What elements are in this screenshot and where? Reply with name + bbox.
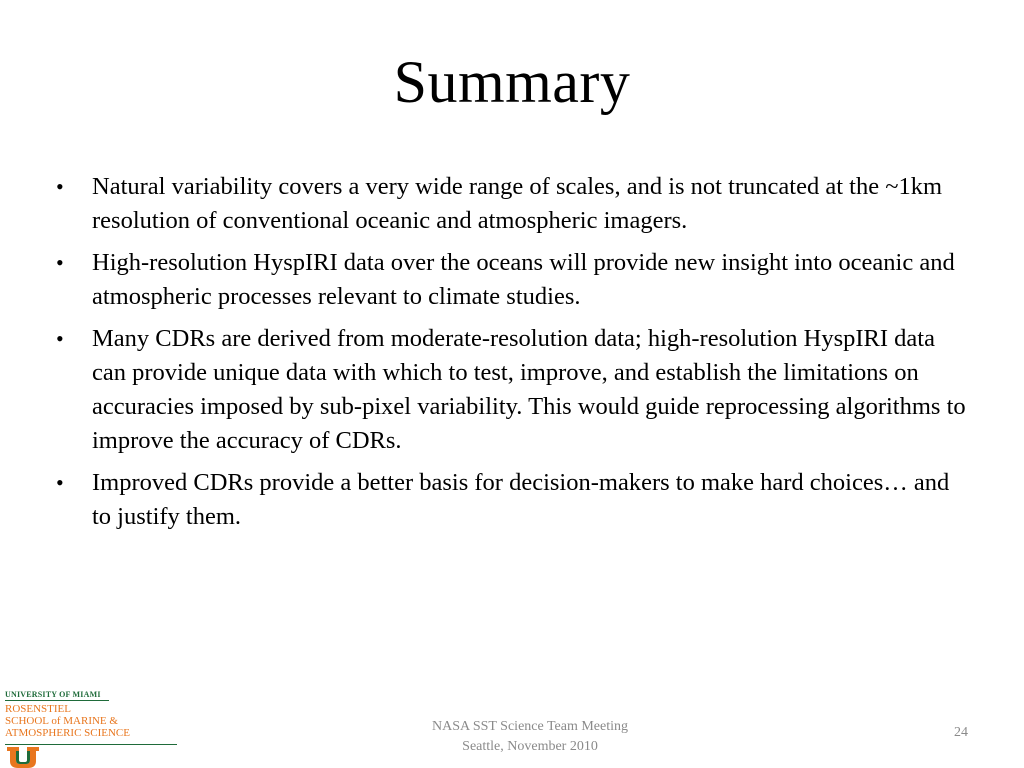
logo-line-3: ATMOSPHERIC SCIENCE xyxy=(5,727,130,739)
bullet-marker: • xyxy=(56,470,64,495)
u-logo-icon xyxy=(5,747,41,768)
bullet-marker: • xyxy=(56,326,64,351)
logo-line-1: ROSENSTIEL xyxy=(5,703,71,715)
bullet-marker: • xyxy=(56,250,64,275)
bullet-text: High-resolution HyspIRI data over the oceans will provide new insight into oceanic and atmospheric processes relevant to climate studies. xyxy=(92,249,955,310)
logo-line-2: SCHOOL of MARINE & xyxy=(5,715,118,727)
bullet-item xyxy=(56,322,972,458)
bullet-item xyxy=(56,466,972,534)
bullet-list xyxy=(56,170,972,542)
rsmas-logo xyxy=(5,690,185,768)
footer-location-date: Seattle, November 2010 xyxy=(462,739,598,754)
bullet-text: Many CDRs are derived from moderate-resolution data; high-resolution HyspIRI data can provide unique data with which to test, improve, and establish the limitations on accuracies imposed by sub-pixel variability. This would guide reprocessing algorithms to improve the accuracy of CDRs. xyxy=(92,325,966,454)
logo-divider xyxy=(5,700,109,701)
page-number: 24 xyxy=(954,725,968,740)
bullet-text: Natural variability covers a very wide range of scales, and is not truncated at the ~1km resolution of conventional oceanic and atmospheric imagers. xyxy=(92,173,943,234)
bullet-item xyxy=(56,246,972,314)
bullet-marker: • xyxy=(56,174,64,199)
bullet-text: Improved CDRs provide a better basis for decision-makers to make hard choices… and to justify them. xyxy=(92,469,950,530)
logo-university-text: UNIVERSITY OF MIAMI xyxy=(5,690,101,699)
footer-meeting-info xyxy=(390,717,670,757)
slide-title: Summary xyxy=(393,49,631,115)
logo-divider xyxy=(5,744,177,745)
footer-meeting-name: NASA SST Science Team Meeting xyxy=(431,719,629,734)
bullet-item xyxy=(56,170,972,238)
